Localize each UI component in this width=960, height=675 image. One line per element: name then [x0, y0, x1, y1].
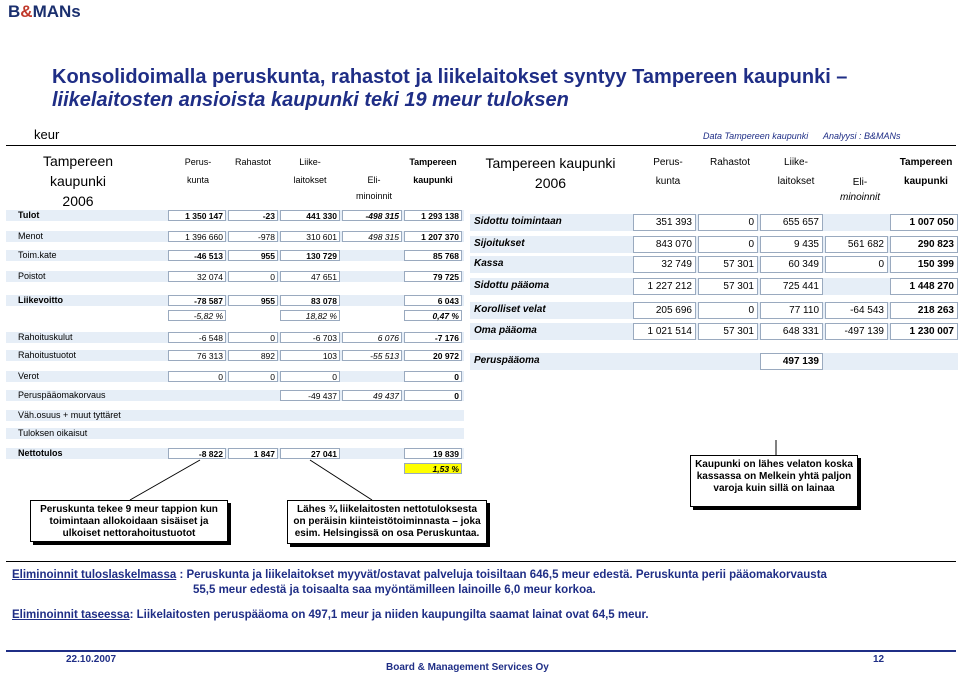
left-row-label: Tuloksen oikaisut — [18, 428, 88, 438]
note1-line2: 55,5 meur edestä ja toisaalta saa myöntämilleen lainoille 6,0 meur korkoa. — [193, 584, 596, 596]
left-cell: -7 176 — [404, 332, 462, 343]
left-row-label: Toim.kate — [18, 250, 57, 260]
col-eliminoinnit: Eli- minoinnit — [355, 175, 393, 201]
right-cell: 1 007 050 — [890, 214, 958, 231]
left-cell: 79 725 — [404, 271, 462, 282]
col-peruskunta: Perus- kunta — [184, 157, 212, 185]
right-cell: 205 696 — [633, 302, 696, 319]
right-col-eliminoinnit: Eli- minoinnit — [839, 177, 881, 203]
brand-logo: B&MANs — [8, 2, 81, 21]
right-row-label: Kassa — [474, 258, 504, 269]
right-cell: 57 301 — [698, 278, 758, 295]
left-cell: 76 313 — [168, 350, 226, 361]
analysis-source: Analyysi : B&MANs — [823, 131, 901, 141]
left-row-label: Rahoitustuotot — [18, 350, 77, 360]
left-cell: 1 847 — [228, 448, 278, 459]
right-cell: 1 227 212 — [633, 278, 696, 295]
left-cell: -55 513 — [342, 350, 402, 361]
left-cell: 0 — [404, 390, 462, 401]
right-cell: 351 393 — [633, 214, 696, 231]
right-row-label: Korolliset velat — [474, 304, 546, 315]
right-row-label: Sijoitukset — [474, 238, 525, 249]
right-cell: 0 — [825, 256, 888, 273]
right-cell: 497 139 — [760, 353, 823, 370]
col-rahastot: Rahastot — [234, 157, 272, 167]
footer-divider — [6, 650, 956, 652]
right-cell: 0 — [698, 302, 758, 319]
right-cell: 725 441 — [760, 278, 823, 295]
left-cell: 6 076 — [342, 332, 402, 343]
left-cell: -6 703 — [280, 332, 340, 343]
right-cell: 57 301 — [698, 323, 758, 340]
note1-heading: Eliminoinnit tuloslaskelmassa — [12, 569, 177, 581]
left-cell: -978 — [228, 231, 278, 242]
right-cell: -497 139 — [825, 323, 888, 340]
left-row-label: Tulot — [18, 210, 40, 220]
right-cell: 9 435 — [760, 236, 823, 253]
col-tampereen-kaupunki: Tampereen kaupunki — [409, 157, 457, 185]
callout-peruskunta: Peruskunta tekee 9 meur tappion kun toimintaan allokoidaan sisäiset ja ulkoiset nettorahoitustuotot — [30, 500, 228, 542]
left-cell: 103 — [280, 350, 340, 361]
left-cell: 0 — [228, 371, 278, 382]
left-cell: 19 839 — [404, 448, 462, 459]
left-cell: 1 207 370 — [404, 231, 462, 242]
left-cell: 955 — [228, 250, 278, 261]
left-cell: 0,47 % — [404, 310, 462, 321]
page-subtitle: liikelaitosten ansioista kaupunki teki 19 meur tuloksen — [52, 89, 569, 111]
left-cell: 498 315 — [342, 231, 402, 242]
left-cell: 0 — [228, 332, 278, 343]
right-row-label: Peruspääoma — [474, 355, 540, 366]
right-cell: 0 — [698, 236, 758, 253]
footer-company: Board & Management Services Oy — [386, 662, 549, 673]
left-row-label: Poistot — [18, 271, 46, 281]
right-cell: 1 021 514 — [633, 323, 696, 340]
left-cell: 1 350 147 — [168, 210, 226, 221]
right-row-label: Oma pääoma — [474, 325, 537, 336]
right-cell: 648 331 — [760, 323, 823, 340]
left-title-line2: 2006 — [62, 193, 94, 209]
note2-text: : Liikelaitosten peruspääoma on 497,1 meur ja niiden kaupungilta saamat lainat ovat 64,5 meur. — [129, 609, 649, 621]
note-eliminoinnit-tuloslaskelma — [12, 569, 827, 581]
left-cell: 49 437 — [342, 390, 402, 401]
left-cell: 1 396 660 — [168, 231, 226, 242]
connector-peruskunta — [130, 460, 200, 500]
right-cell: 60 349 — [760, 256, 823, 273]
left-cell: 83 078 — [280, 295, 340, 306]
left-cell: -5,82 % — [168, 310, 226, 321]
right-col-tampereen-kaupunki: Tampereen kaupunki — [899, 157, 953, 187]
left-cell: -8 822 — [168, 448, 226, 459]
left-cell: 0 — [404, 371, 462, 382]
right-cell: 1 230 007 — [890, 323, 958, 340]
left-row-label: Liikevoitto — [18, 295, 64, 305]
left-row-label: Menot — [18, 231, 44, 241]
left-cell: 1 293 138 — [404, 210, 462, 221]
left-cell: 892 — [228, 350, 278, 361]
footer-date: 22.10.2007 — [66, 654, 117, 665]
unit-label: keur — [34, 127, 60, 142]
left-row-label: Nettotulos — [18, 448, 63, 458]
left-cell: -6 548 — [168, 332, 226, 343]
note-eliminoinnit-tase — [12, 609, 649, 621]
right-cell: 77 110 — [760, 302, 823, 319]
page-title: Konsolidoimalla peruskunta, rahastot ja liikelaitokset syntyy Tampereen kaupunki – — [52, 66, 848, 88]
left-cell: -46 513 — [168, 250, 226, 261]
right-cell: 561 682 — [825, 236, 888, 253]
left-cell: -49 437 — [280, 390, 340, 401]
right-cell: 0 — [698, 214, 758, 231]
notes-divider — [6, 561, 956, 562]
note2-heading: Eliminoinnit taseessa — [12, 609, 130, 621]
right-cell: 843 070 — [633, 236, 696, 253]
right-cell: 655 657 — [760, 214, 823, 231]
left-cell: 18,82 % — [280, 310, 340, 321]
right-col-peruskunta: Perus- kunta — [653, 157, 683, 187]
left-cell: 1,53 % — [404, 463, 462, 474]
left-cell: 6 043 — [404, 295, 462, 306]
left-cell: -78 587 — [168, 295, 226, 306]
left-cell: 32 074 — [168, 271, 226, 282]
left-cell: 47 651 — [280, 271, 340, 282]
right-col-rahastot: Rahastot — [709, 157, 751, 168]
right-cell: 57 301 — [698, 256, 758, 273]
right-cell: 150 399 — [890, 256, 958, 273]
right-row-label: Sidottu pääoma — [474, 280, 550, 291]
left-cell: 0 — [228, 271, 278, 282]
left-title-line1: Tampereen kaupunki — [42, 153, 114, 189]
right-cell: 218 263 — [890, 302, 958, 319]
left-row-label: Peruspääomakorvaus — [18, 390, 106, 400]
left-cell: -498 315 — [342, 210, 402, 221]
right-row-label: Sidottu toimintaan — [474, 216, 562, 227]
right-title-line1: Tampereen kaupunki — [485, 155, 616, 171]
note1-text: : Peruskunta ja liikelaitokset myyvät/ostavat palveluja toisiltaan 646,5 meur edestä. Peruskunta perii pääomakorvausta — [179, 569, 827, 581]
data-source: Data Tampereen kaupunki — [703, 131, 809, 141]
right-col-liikelaitokset: Liike- laitokset — [777, 157, 815, 187]
left-cell: 130 729 — [280, 250, 340, 261]
left-row-label: Verot — [18, 371, 40, 381]
right-cell: 290 823 — [890, 236, 958, 253]
right-cell: 32 749 — [633, 256, 696, 273]
callout-liikelaitokset: Lähes ¾ liikelaitosten nettotuloksesta on peräisin kiinteistötoiminnasta – joka esim. Helsingissä on osa Peruskuntaa. — [287, 500, 487, 544]
col-liikelaitokset: Liike- laitokset — [293, 157, 327, 185]
right-cell: 1 448 270 — [890, 278, 958, 295]
left-cell: 955 — [228, 295, 278, 306]
left-cell: 27 041 — [280, 448, 340, 459]
right-cell: -64 543 — [825, 302, 888, 319]
connector-liikelaitokset — [310, 460, 372, 500]
left-cell: -23 — [228, 210, 278, 221]
left-cell: 85 768 — [404, 250, 462, 261]
left-cell: 0 — [168, 371, 226, 382]
left-cell: 0 — [280, 371, 340, 382]
left-cell: 20 972 — [404, 350, 462, 361]
callout-kaupunki: Kaupunki on lähes velaton koska kassassa on Melkein yhtä paljon varoja kuin sillä on lainaa — [690, 455, 858, 507]
left-row-label: Väh.osuus + muut tyttäret — [18, 410, 121, 420]
left-cell: 441 330 — [280, 210, 340, 221]
left-cell: 310 601 — [280, 231, 340, 242]
left-row-label: Rahoituskulut — [18, 332, 73, 342]
right-title-line2: 2006 — [534, 175, 567, 191]
page-number: 12 — [873, 654, 885, 665]
